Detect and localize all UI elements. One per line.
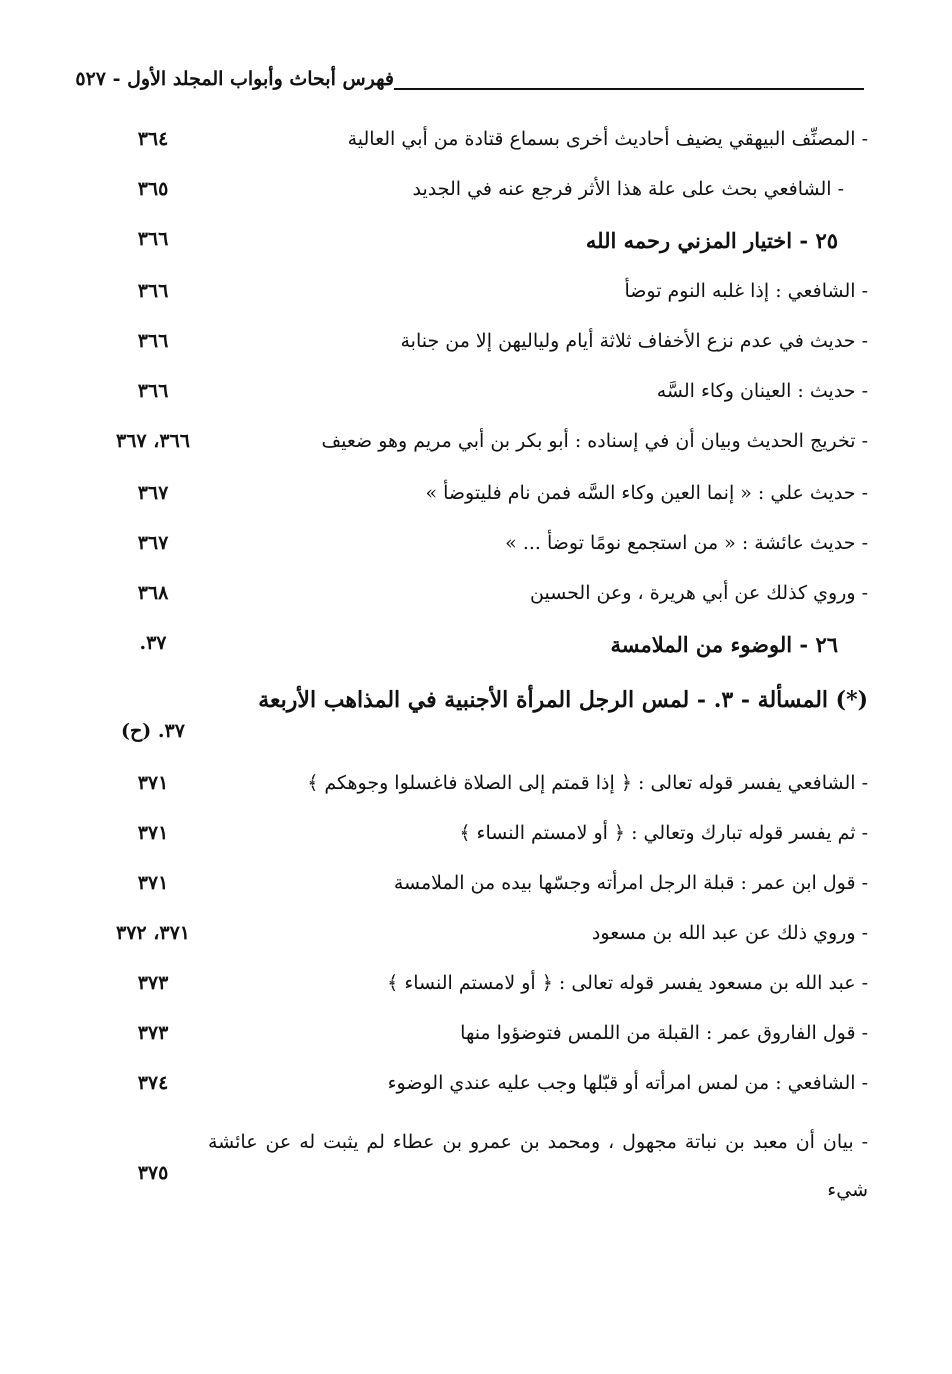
entry-page: ٣٦٥ bbox=[137, 178, 169, 200]
section-heading bbox=[98, 676, 868, 776]
entry-text: - المصنِّف البيهقي يضيف أحاديث أخرى بسماع قتادة من أبي العالية bbox=[347, 128, 868, 150]
entry-page: ٣٧. (ح) bbox=[121, 720, 185, 742]
entry-text: - الشافعي : إذا غلبه النوم توضأ bbox=[624, 280, 868, 302]
entry-text: - الشافعي بحث على علة هذا الأثر فرجع عنه في الجديد bbox=[412, 178, 844, 200]
entry-page: ٣٧٣ bbox=[137, 1022, 169, 1044]
entry-page: ٣٦٤ bbox=[137, 128, 169, 150]
entry-page: ٣٧٣ bbox=[137, 972, 169, 994]
entry-text: - بيان أن معبد بن نباتة مجهول ، ومحمد بن عمرو بن عطاء لم يثبت له عن عائشة شيء bbox=[208, 1131, 868, 1201]
entry-page: ٣٧١، ٣٧٢ bbox=[116, 922, 190, 944]
entry-text: - حديث في عدم نزع الأخفاف ثلاثة أيام ولياليهن إلا من جنابة bbox=[400, 330, 868, 352]
entry-text: - عبد الله بن مسعود يفسر قوله تعالى : ﴿ أو لامستم النساء ﴾ bbox=[387, 972, 868, 994]
entry-text: - ثم يفسر قوله تبارك وتعالي : ﴿ أو لامستم النساء ﴾ bbox=[459, 822, 868, 844]
entry-page: ٣٦٦ bbox=[137, 380, 169, 402]
entry-page: ٣٦٧ bbox=[137, 532, 169, 554]
entry-page: ٣٧٥ bbox=[137, 1162, 169, 1184]
entry-text: - تخريج الحديث وبيان أن في إسناده : أبو بكر بن أبي مريم وهو ضعيف bbox=[321, 430, 868, 452]
entry-page: ٣٦٦، ٣٦٧ bbox=[116, 430, 190, 452]
section-heading-text: ٢٦ - الوضوء من الملامسة bbox=[610, 632, 838, 657]
entry-page: ٣٧١ bbox=[137, 872, 169, 894]
entry-text: - حديث علي : « إنما العين وكاء السَّه فمن نام فليتوضأ » bbox=[425, 482, 868, 504]
entry-page: ٣٦٦ bbox=[137, 330, 169, 352]
entry-page: ٣٧. bbox=[139, 632, 167, 654]
entry-page: ٣٧٤ bbox=[137, 1072, 169, 1094]
entry-page: ٣٧١ bbox=[137, 772, 169, 794]
header-rule bbox=[394, 88, 864, 90]
entry-text: - حديث عائشة : « من استجمع نومًا توضأ ... » bbox=[505, 532, 868, 554]
entry-page: ٣٦٨ bbox=[137, 582, 169, 604]
entry-text: - قول الفاروق عمر : القبلة من اللمس فتوضؤوا منها bbox=[460, 1022, 868, 1044]
header-title: فهرس أبحاث وأبواب المجلد الأول - ٥٢٧ bbox=[75, 68, 394, 90]
entry-page: ٣٦٦ bbox=[137, 228, 169, 250]
entry-text: - قول ابن عمر : قبلة الرجل امرأته وجسّها بيده من الملامسة bbox=[393, 872, 868, 894]
entry-text: - وروي كذلك عن أبي هريرة ، وعن الحسين bbox=[530, 582, 868, 604]
entry-text: - حديث : العينان وكاء السَّه bbox=[656, 380, 868, 402]
entry-page: ٣٦٦ bbox=[137, 280, 169, 302]
index-entry bbox=[98, 1118, 868, 1218]
entry-text: - الشافعي : من لمس امرأته أو قبّلها وجب عليه عندي الوضوء bbox=[387, 1072, 868, 1094]
entry-page: ٣٧١ bbox=[137, 822, 169, 844]
section-heading-text: ٢٥ - اختيار المزني رحمه الله bbox=[585, 228, 838, 253]
entry-text: - الشافعي يفسر قوله تعالى : ﴿ إذا قمتم إلى الصلاة فاغسلوا وجوهكم ﴾ bbox=[307, 772, 868, 794]
page-header bbox=[75, 62, 864, 102]
entry-page: ٣٦٧ bbox=[137, 482, 169, 504]
entry-text: - وروي ذلك عن عبد الله بن مسعود bbox=[591, 922, 868, 944]
section-heading-text: (*) المسألة - ٣. - لمس الرجل المرأة الأجنبية في المذاهب الأربعة bbox=[258, 687, 868, 713]
